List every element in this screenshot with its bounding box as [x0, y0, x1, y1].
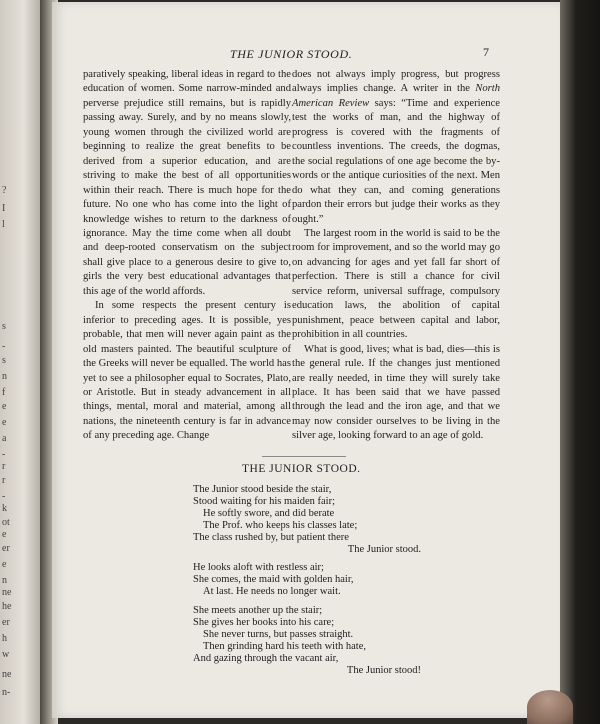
fragment-text: ? — [2, 185, 7, 196]
right-column — [292, 68, 500, 444]
fragment-text: ot — [2, 517, 10, 528]
fragment-text: e — [2, 417, 7, 428]
poem-line: He softly swore, and did berate — [203, 507, 335, 519]
fragment-text: f — [2, 387, 6, 398]
poem-line: She comes, the maid with golden hair, — [193, 574, 354, 586]
fragment-text: w — [2, 649, 10, 660]
stanza — [193, 605, 433, 676]
poem-line: She meets another up the stair; — [193, 605, 323, 617]
poem-line: And gazing through the vacant air, — [193, 652, 339, 664]
fragment-text: - — [2, 341, 6, 352]
poem-line: She never turns, but passes straight. — [203, 628, 354, 640]
fragment-text: l — [2, 219, 5, 230]
fragment-text: r — [2, 475, 6, 486]
paragraph: paratively speaking, liberal ideas in regard to the education of women. Some narrow-minded and perverse prejudice still remains, but is rapidly passing away. Surely, and by no means slowly, young women through the civilized world are beginning to realize the great benefits to be derived from a superior education, and are striving to make the best of all opportunities within their reach. There is much hope for the future. No one who has come into the light of knowledge wishes to return to the darkness of ignorance. May the time come when all doubt and deep-rooted conservatism on the subject shall give place to a generous desire to give to, girls the very best educational advantages that this age of the world affords. — [83, 69, 291, 297]
poem — [193, 484, 433, 684]
fragment-text: I — [2, 203, 6, 214]
fragment-text: e — [2, 529, 7, 540]
book-edge — [560, 0, 600, 724]
poem-line: The class rushed by, but patient there — [193, 531, 349, 543]
page-number: 7 — [483, 45, 489, 59]
paragraph: What is good, lives; what is bad, dies—this is the general rule. If the changes just mentioned are really needed, in time they will surely take place. It has been said that we have passed through the lead and the iron age, and that we may now consider ourselves to be living in the silver age, looking forward to an age of gold. — [292, 343, 500, 442]
fragment-text: - — [2, 449, 6, 460]
poem-line: Then grinding hard his teeth with hate, — [203, 640, 367, 652]
paragraph: The largest room in the world is said to be the room for improvement, and so the world may go on advancing for ages and yet fall far short of perfection. There is still a chance for civil service reform, universal suffrage, compulsory education laws, the abolition of capital punishment, peace between capital and labor, prohibition in all countries. — [292, 227, 500, 341]
poem-line: The Junior stood! — [346, 664, 421, 676]
fragment-text: he — [2, 601, 12, 612]
fragment-text: n — [2, 575, 7, 586]
fragment-text: ne — [2, 587, 12, 598]
left-column — [83, 68, 291, 444]
fragment-text: n- — [2, 687, 11, 698]
fragment-text: h — [2, 633, 7, 644]
fragment-text: e — [2, 559, 7, 570]
paragraph-text: says: “Time and experience test the works of man, and the highway of progress is covered with the fragments of countless inventions. The creeds, the dogmas, the social regulations of one age become the by-words or the antique curiosities of the next. Men do what they can, and coming generations pardon their errors but judge their works as they ought.” — [292, 97, 501, 225]
fragment-text: s — [2, 321, 6, 332]
thumb — [527, 690, 573, 724]
poem-line: At last. He needs no longer wait. — [203, 586, 341, 598]
poem-title: THE JUNIOR STOOD. — [242, 463, 361, 475]
fragment-text: s — [2, 355, 6, 366]
fragment-text: er — [2, 617, 10, 628]
poem-line: He looks aloft with restless air; — [193, 562, 324, 574]
running-head: THE JUNIOR STOOD. — [230, 47, 353, 61]
facing-page-text-fragments — [0, 0, 40, 724]
fragment-text: er — [2, 543, 10, 554]
stanza — [193, 484, 433, 555]
poem-line: The Junior stood beside the stair, — [193, 484, 332, 495]
poem-line: Stood waiting for his maiden fair; — [193, 495, 336, 507]
section-divider — [262, 456, 346, 457]
paragraph: In some respects the present century is inferior to preceding ages. It is possible, yes probable, that men will never again paint as the old masters painted. The beautiful sculpture of the Greeks will never be equalled. The world has yet to see a philosopher equal to Socrates, Plato, or Aristotle. But in steady advancement in all things, mental, moral and material, among all nations, the nineteenth century is far in advance of any preceding age. Change — [83, 300, 291, 442]
fragment-text: e — [2, 401, 7, 412]
fragment-text: r — [2, 461, 6, 472]
fragment-text: ne — [2, 669, 12, 680]
paragraph — [292, 68, 500, 227]
fragment-text: n — [2, 371, 7, 382]
poem-line: The Prof. who keeps his classes late; — [203, 519, 358, 531]
poem-line: The Junior stood. — [347, 543, 421, 555]
fragment-text: a — [2, 433, 7, 444]
fragment-text: k — [2, 503, 7, 514]
journal-title: North American Review — [292, 83, 500, 109]
poem-line: She gives her books into his care; — [193, 617, 335, 629]
paragraph-text: does not always imply progress, but progress always implies change. A writer in the — [292, 69, 500, 95]
fragment-text: - — [2, 491, 6, 502]
stanza — [193, 562, 433, 598]
